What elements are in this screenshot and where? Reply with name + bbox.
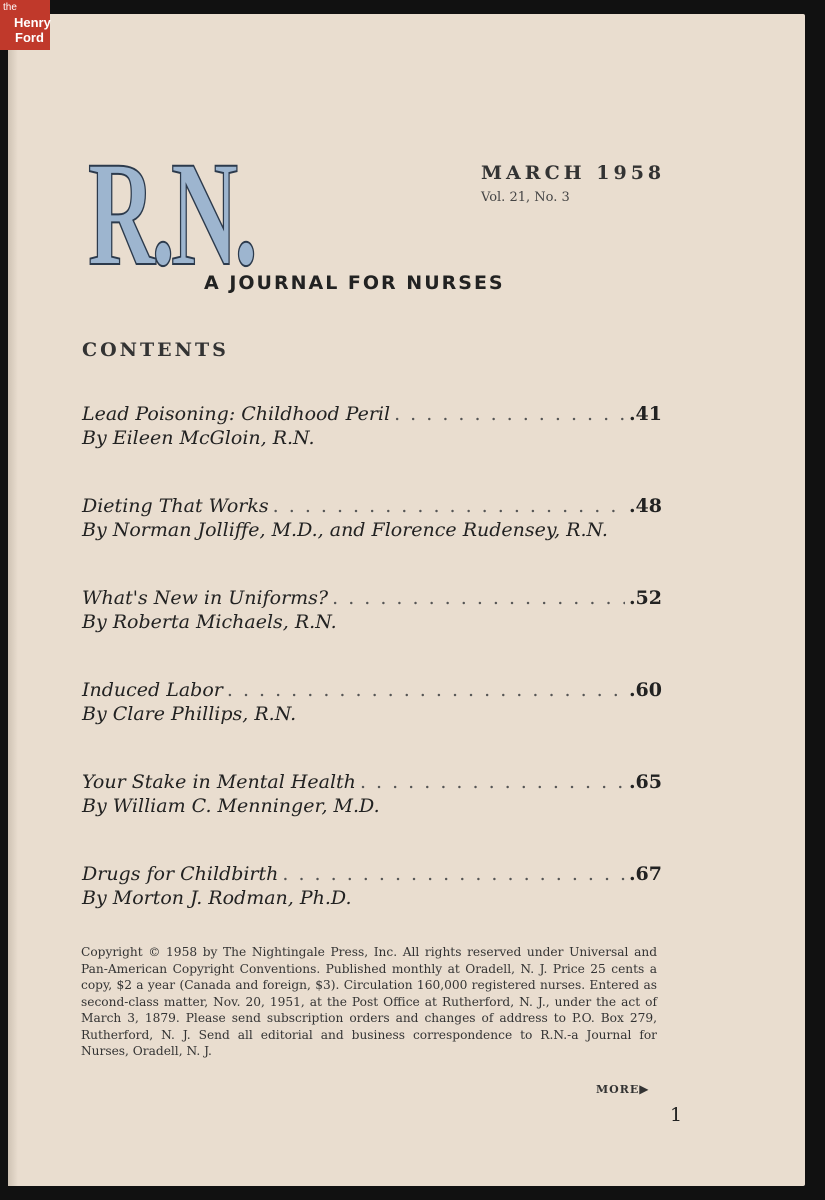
dot-leader — [332, 586, 625, 610]
toc-title-line — [82, 586, 662, 610]
magazine-page — [8, 14, 805, 1186]
toc-entry — [82, 678, 662, 770]
toc-entry — [82, 402, 662, 494]
article-title[interactable]: Your Stake in Mental Health — [82, 771, 356, 793]
article-page-number: .41 — [628, 403, 662, 425]
issue-date: MARCH 1958 — [481, 162, 666, 184]
toc-title-line — [82, 494, 662, 518]
toc-title-line — [82, 402, 662, 426]
toc-title-line — [82, 678, 662, 702]
article-author: By Morton J. Rodman, Ph.D. — [82, 887, 352, 909]
dot-leader — [227, 678, 625, 702]
toc-title-line — [82, 862, 662, 886]
dot-leader — [282, 862, 625, 886]
toc-entry — [82, 862, 662, 954]
article-author: By Eileen McGloin, R.N. — [82, 427, 315, 449]
article-author: By William C. Menninger, M.D. — [82, 795, 380, 817]
masthead-logo-letters: R.N. — [88, 131, 254, 297]
article-title[interactable]: Induced Labor — [82, 679, 223, 701]
toc-entry — [82, 770, 662, 862]
toc-entry — [82, 586, 662, 678]
more-label: MORE — [596, 1083, 640, 1096]
copyright-notice: Copyright © 1958 by The Nightingale Press, Inc. All rights reserved under Universal and Pan-American Copyright Conventions. Published monthly at Oradell, N. J. Price 25 cents a copy, $2 a year (Canada and foreign, $3). Circulation 160,000 registered nurses. Entered as second-class matter, Nov. 20, 1951, at the Post Office at Rutherford, N. J., under the act of March 3, 1879. Please send subscription orders and changes of address to P.O. Box 279, Rutherford, N. J. Send all editorial and business correspondence to R.N.-a Journal for Nurses, Oradell, N. J. — [81, 945, 657, 1058]
article-author: By Clare Phillips, R.N. — [82, 703, 297, 725]
henry-ford-watermark-logo — [0, 0, 50, 50]
article-author: By Roberta Michaels, R.N. — [82, 611, 337, 633]
article-page-number: .60 — [628, 679, 662, 701]
article-page-number: .48 — [628, 495, 662, 517]
triangle-right-icon: ▶ — [639, 1082, 650, 1096]
article-page-number: .65 — [628, 771, 662, 793]
article-title[interactable]: Drugs for Childbirth — [82, 863, 279, 885]
dot-leader — [394, 402, 625, 426]
article-title[interactable]: What's New in Uniforms? — [82, 587, 329, 609]
article-title[interactable]: Dieting That Works — [82, 495, 269, 517]
dot-leader — [360, 770, 625, 794]
article-page-number: .67 — [628, 863, 662, 885]
watermark-line-henry: Henry — [14, 15, 51, 30]
table-of-contents — [82, 402, 662, 954]
toc-entry — [82, 494, 662, 586]
more-link[interactable] — [596, 1082, 650, 1096]
watermark-line-ford: Ford — [15, 30, 44, 45]
toc-title-line — [82, 770, 662, 794]
contents-heading: CONTENTS — [82, 339, 229, 361]
page-spine-shadow — [8, 14, 18, 1186]
article-author: By Norman Jolliffe, M.D., and Florence Rudensey, R.N. — [82, 519, 608, 541]
watermark-line-the: the — [3, 2, 17, 13]
dot-leader — [273, 494, 625, 518]
issue-volume: Vol. 21, No. 3 — [481, 190, 570, 205]
page-number: 1 — [670, 1104, 683, 1126]
journal-title: A JOURNAL FOR NURSES — [204, 272, 505, 294]
article-title[interactable]: Lead Poisoning: Childhood Peril — [82, 403, 391, 425]
article-page-number: .52 — [628, 587, 662, 609]
